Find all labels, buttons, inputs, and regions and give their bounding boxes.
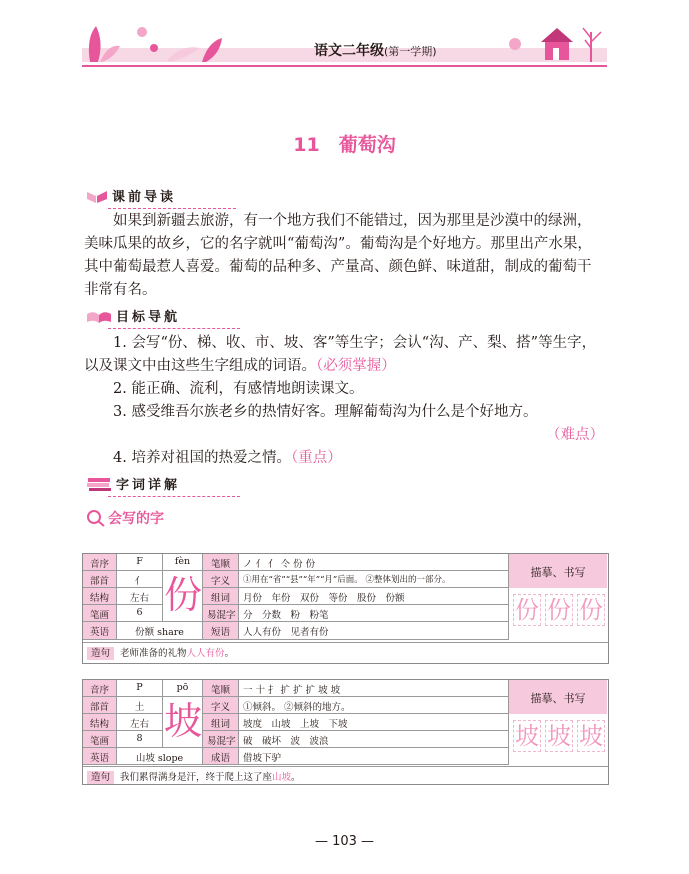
practice-char: 坡	[579, 722, 603, 750]
label-jiegou: 结构	[83, 588, 117, 605]
header-title: 语文二年级(第一学期)	[314, 43, 437, 59]
stacked-books-icon	[86, 476, 112, 492]
yinxu-value: F	[117, 554, 163, 571]
bushou-value: 土	[117, 697, 163, 714]
bishun-value: ノ 亻 亻 仒 份 份	[239, 554, 509, 571]
ziyi-value: ①倾斜。 ②倾斜的地方。	[239, 697, 509, 714]
english-value: 山坡 slope	[117, 748, 203, 765]
ziyi-value: ①用在“省”“县”“年”“月”后面。 ②整体划出的一部分。	[239, 571, 509, 588]
duanyu-value: 人人有份 见者有份	[239, 622, 509, 640]
practice-grid	[513, 720, 605, 752]
label-duanyu: 短语	[203, 622, 239, 640]
open-book-icon	[86, 308, 112, 324]
subheading-writing-chars: 会写的字	[86, 508, 164, 528]
zuci-value: 月份 年份 双份 等份 股份 份额	[239, 588, 509, 605]
label-zuci: 组词	[203, 714, 239, 731]
practice-char: 坡	[547, 722, 571, 750]
label-chengyu: 成语	[203, 748, 239, 765]
label-yinxu: 音序	[83, 554, 117, 571]
page-number: — 103 —	[314, 834, 375, 849]
label-jiegou: 结构	[83, 714, 117, 731]
preview-text: 如果到新疆去旅游，有一个地方我们不能错过，因为那里是沙漠中的绿洲，美味瓜果的故乡，它的名字就叫“葡萄沟”。葡萄沟是个好地方。那里出产水果，其中葡萄最惹人喜爱。葡萄的品种多、产量高、颜色鲜、味道甜，制成的葡萄干非常有名。	[84, 213, 592, 298]
yinxu-value: P	[117, 680, 163, 697]
bihua-value: 6	[117, 605, 163, 622]
trace-write-label: 描摹、书写	[509, 554, 607, 588]
practice-char: 份	[579, 596, 603, 624]
goal-item-tag: （难点）	[546, 427, 604, 443]
label-ziyi: 字义	[203, 571, 239, 588]
label-yinxu: 音序	[83, 680, 117, 697]
practice-grid	[513, 594, 605, 626]
big-char: 份	[163, 573, 202, 617]
lesson-title: 11 葡萄沟	[293, 134, 396, 156]
example-sentence: 造句 我们累得满身是汗，终于爬上这了座山坡。	[83, 766, 608, 785]
goals-list	[84, 332, 604, 470]
bihua-value: 8	[117, 731, 163, 748]
butterfly-decoration-icon	[82, 18, 232, 68]
pinyin-value: fèn	[163, 554, 203, 571]
label-bishun: 笔顺	[203, 554, 239, 571]
label-bihua: 笔画	[83, 731, 117, 748]
house-tree-decoration-icon	[507, 18, 607, 68]
yicuozi-value: 分 分数 粉 粉笔	[239, 605, 509, 622]
practice-char: 份	[547, 596, 571, 624]
practice-char: 坡	[515, 722, 539, 750]
section-goals-heading: 目标导航	[86, 306, 180, 325]
goal-item: 1. 会写“份、梯、收、市、坡、客”等生字；会认“沟、产、梨、搭”等生字，以及课文中由这些生字组成的词语。（必须掌握）	[84, 335, 597, 374]
label-bushou: 部首	[83, 571, 117, 588]
yicuozi-value: 破 破坏 波 波浪	[239, 731, 509, 748]
bishun-value: 一 十 扌 扩 扩 扩 坡 坡	[239, 680, 509, 697]
bushou-value: 亻	[117, 571, 163, 588]
practice-char: 份	[515, 596, 539, 624]
char-card-po	[82, 679, 609, 785]
pinyin-value: pō	[163, 680, 203, 697]
goal-item: 2. 能正确、流利，有感情地朗读课文。	[113, 381, 364, 397]
goal-item: 4. 培养对祖国的热爱之情。（重点）	[113, 450, 342, 466]
label-yicuozi: 易混字	[203, 731, 239, 748]
trace-write-label: 描摹、书写	[509, 680, 607, 714]
zuci-value: 坡度 山坡 上坡 下坡	[239, 714, 509, 731]
page-header	[82, 18, 607, 74]
label-ziyi: 字义	[203, 697, 239, 714]
jiegou-value: 左右	[117, 714, 163, 731]
label-yingyu: 英语	[83, 748, 117, 765]
char-card-fen	[82, 553, 609, 664]
label-yicuozi: 易混字	[203, 605, 239, 622]
magnifier-icon	[86, 509, 106, 527]
goal-item: 3. 感受维吾尔族老乡的热情好客。理解葡萄沟为什么是个好地方。	[113, 404, 538, 420]
section-preview-heading: 课前导读	[86, 186, 176, 205]
section-words-heading: 字词详解	[86, 474, 180, 493]
english-value: 份额 share	[117, 622, 203, 640]
jiegou-value: 左右	[117, 588, 163, 605]
label-bushou: 部首	[83, 697, 117, 714]
book-icon	[86, 188, 108, 204]
label-bishun: 笔顺	[203, 680, 239, 697]
label-bihua: 笔画	[83, 605, 117, 622]
label-yingyu: 英语	[83, 622, 117, 640]
chengyu-value: 借坡下驴	[239, 748, 509, 765]
label-zuci: 组词	[203, 588, 239, 605]
example-sentence: 造句 老师准备的礼物人人有份。	[83, 642, 608, 661]
big-char: 坡	[163, 699, 202, 743]
